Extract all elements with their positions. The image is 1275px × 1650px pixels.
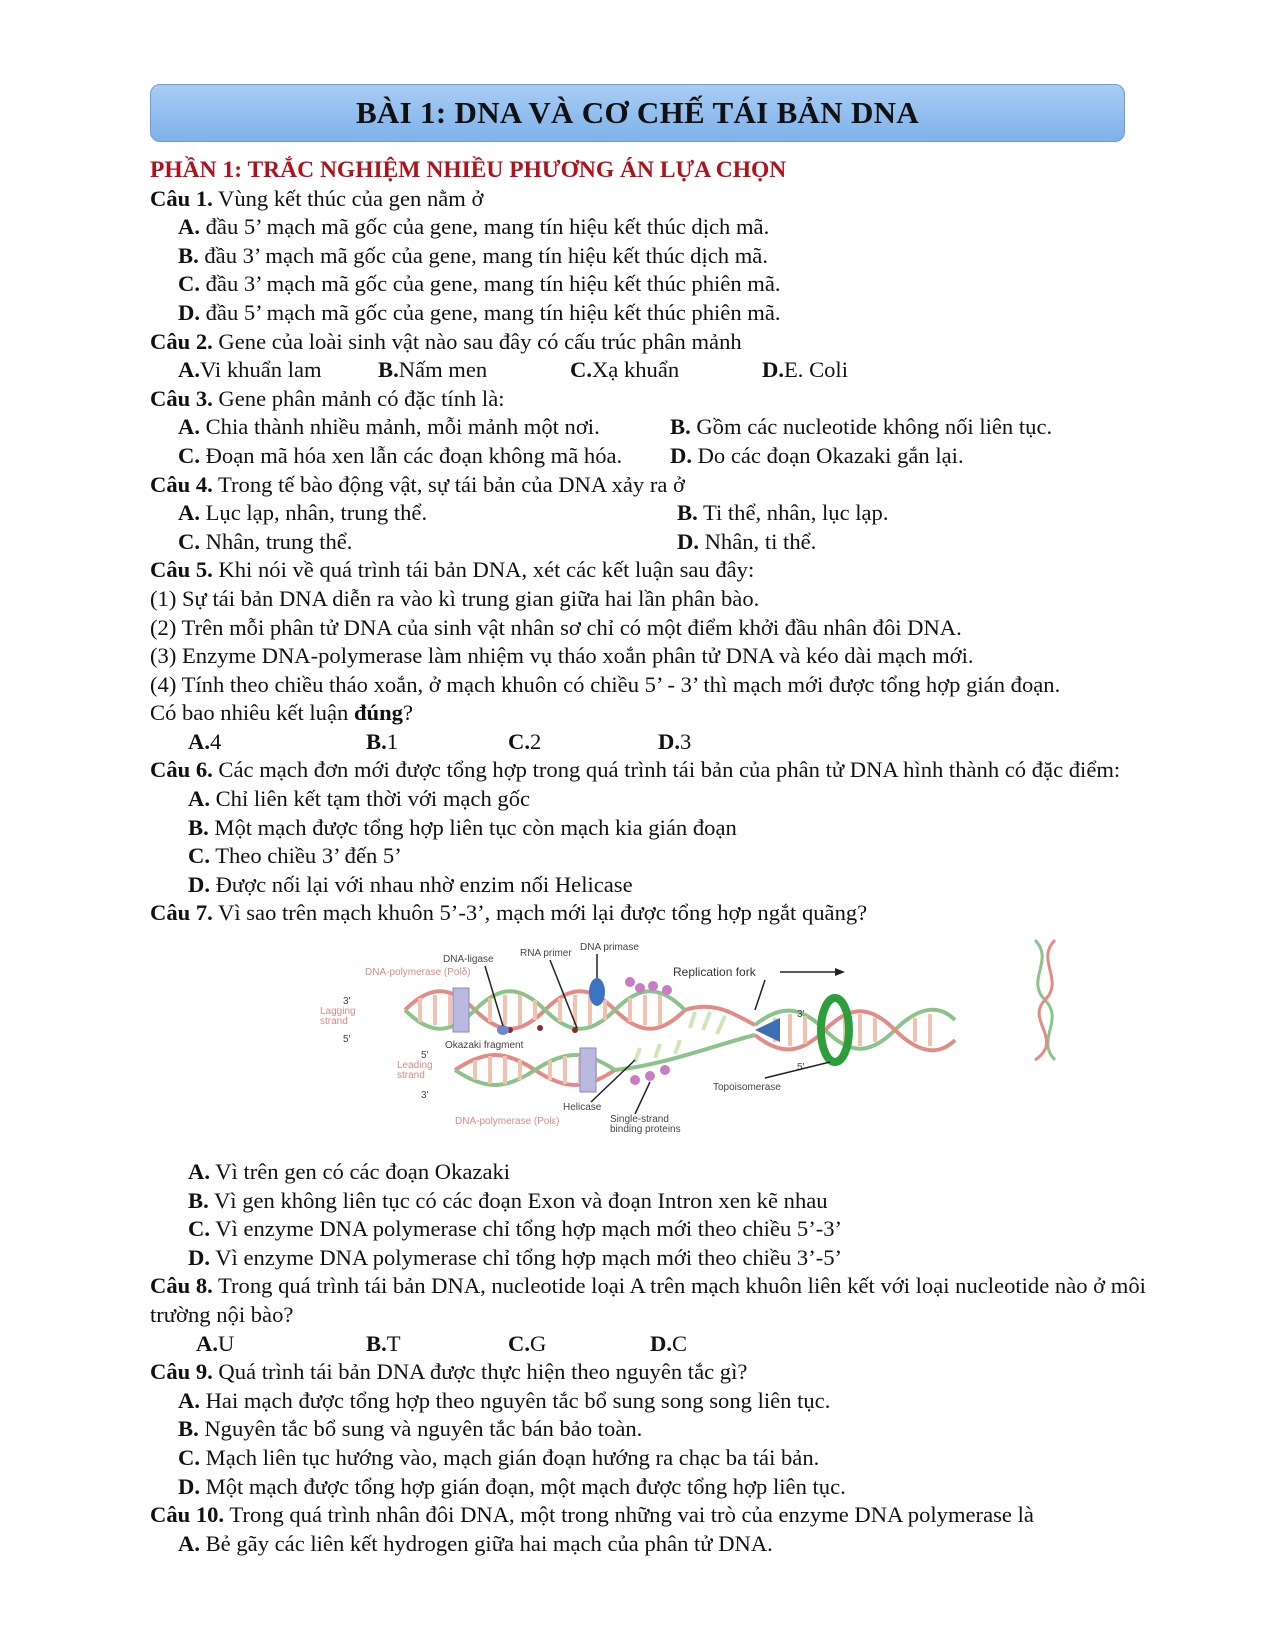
question-label: Câu 7. xyxy=(150,900,213,926)
label-rna-primer: RNA primer xyxy=(520,948,572,960)
option-d: D. Một mạch được tổng hợp gián đoạn, một mạch được tổng hợp liên tục. xyxy=(178,1473,846,1499)
pointer-lines xyxy=(485,954,835,1114)
option-b: B.T xyxy=(366,1330,401,1356)
question-text: Khi nói về quá trình tái bản DNA, xét các kết luận sau đây: xyxy=(212,557,755,583)
statement-3: (3) Enzyme DNA-polymerase làm nhiệm vụ tháo xoắn phân tử DNA và kéo dài mạch mới. xyxy=(150,643,974,669)
label-pol-epsilon: DNA-polymerase (Polε) xyxy=(455,1116,560,1128)
options-row xyxy=(150,442,1170,471)
label-okazaki: Okazaki fragment xyxy=(445,1040,524,1052)
option-a: A. đầu 5’ mạch mã gốc của gene, mang tín hiệu kết thúc dịch mã. xyxy=(178,214,770,240)
label-3-prime-b: 3' xyxy=(421,1090,429,1102)
question-text: Trong quá trình tái bản DNA, nucleotide loại A trên mạch khuôn liên kết với loại nucleotide nào ở môi trường nội bào? xyxy=(150,1273,1146,1327)
label-dna-primase: DNA primase xyxy=(580,942,639,954)
label-ssb-1: Single-strand xyxy=(610,1114,669,1126)
content xyxy=(150,156,1170,1558)
dna-replication-figure xyxy=(150,930,1170,1156)
question-prompt: Có bao nhiêu kết luận đúng? xyxy=(150,700,413,726)
question-2 xyxy=(150,328,1170,357)
option-b: B. Ti thể, nhân, lục lạp. xyxy=(677,500,889,526)
pol-epsilon-shape xyxy=(580,1048,596,1092)
options-row xyxy=(150,528,1170,557)
option-c: C.2 xyxy=(508,728,542,754)
question-label: Câu 5. xyxy=(150,557,213,583)
option-a: A. Lục lạp, nhân, trung thể. xyxy=(178,500,428,526)
parental-helix xyxy=(755,1010,955,1050)
question-5 xyxy=(150,556,1170,585)
question-text: Trong quá trình nhân đôi DNA, một trong những vai trò của enzyme DNA polymerase là xyxy=(224,1502,1034,1528)
label-5-prime-b: 5' xyxy=(421,1050,429,1062)
label-leading-strand: strand xyxy=(397,1070,425,1082)
option-a: A.4 xyxy=(188,728,222,754)
question-6 xyxy=(150,756,1170,785)
question-9 xyxy=(150,1358,1170,1387)
ligase-shape xyxy=(497,1025,509,1035)
option-a: A. Hai mạch được tổng hợp theo nguyên tắc bổ sung song song liên tục. xyxy=(178,1387,831,1413)
question-text: Gene phân mảnh có đặc tính là: xyxy=(212,385,505,411)
option-c: C. Nhân, trung thể. xyxy=(178,528,353,554)
primase-shape xyxy=(589,978,605,1006)
option-c: C.G xyxy=(508,1330,547,1356)
option-a: A. Chỉ liên kết tạm thời với mạch gốc xyxy=(188,786,531,812)
label-lagging: Lagging xyxy=(320,1006,356,1018)
label-5-prime: 5' xyxy=(343,1034,351,1046)
options-row xyxy=(150,413,1170,442)
dna-replication-diagram xyxy=(320,930,1115,1156)
arrowhead xyxy=(835,968,845,976)
option-d: D. đầu 5’ mạch mã gốc của gene, mang tín hiệu kết thúc phiên mã. xyxy=(178,299,781,325)
option-b: B. đầu 3’ mạch mã gốc của gene, mang tín hiệu kết thúc dịch mã. xyxy=(178,242,768,268)
option-c: C. đầu 3’ mạch mã gốc của gene, mang tín hiệu kết thúc phiên mã. xyxy=(178,271,781,297)
label-pol-delta: DNA-polymerase (Polδ) xyxy=(365,967,471,979)
label-dna-ligase: DNA-ligase xyxy=(443,954,494,966)
option-a: A.Vi khuẩn lam xyxy=(178,357,322,383)
option-d: D. Do các đoạn Okazaki gắn lại. xyxy=(670,442,964,468)
option-b: B.1 xyxy=(366,728,399,754)
section-title: PHẦN 1: TRẮC NGHIỆM NHIỀU PHƯƠNG ÁN LỰA CHỌN xyxy=(150,157,787,183)
option-d: D.3 xyxy=(658,728,692,754)
option-b: B. Vì gen không liên tục có các đoạn Exon và đoạn Intron xen kẽ nhau xyxy=(188,1187,828,1213)
option-d: D. Vì enzyme DNA polymerase chỉ tổng hợp mạch mới theo chiều 3’-5’ xyxy=(188,1244,843,1270)
question-label: Câu 6. xyxy=(150,757,213,783)
statement-1: (1) Sự tái bản DNA diễn ra vào kì trung gian giữa hai lần phân bào. xyxy=(150,585,760,611)
option-c: C. Theo chiều 3’ đến 5’ xyxy=(188,843,402,869)
question-4 xyxy=(150,471,1170,500)
question-10 xyxy=(150,1501,1170,1530)
question-label: Câu 1. xyxy=(150,185,213,211)
question-text: Gene của loài sinh vật nào sau đây có cấu trúc phân mảnh xyxy=(212,328,742,354)
label-3-prime-c: 3' xyxy=(797,1009,805,1021)
option-a: A. Vì trên gen có các đoạn Okazaki xyxy=(188,1159,511,1185)
options-row xyxy=(150,499,1170,528)
option-a: A. Chia thành nhiều mảnh, mỗi mảnh một nơi. xyxy=(178,414,600,440)
label-3-prime: 3' xyxy=(343,996,351,1008)
fork-arm-lower xyxy=(615,1035,755,1070)
question-8 xyxy=(150,1272,1170,1329)
option-a: A. Bẻ gãy các liên kết hydrogen giữa hai mạch của phân tử DNA. xyxy=(178,1530,773,1556)
lagging-strand-helix xyxy=(405,991,685,1029)
label-ssb-2: binding proteins xyxy=(610,1124,681,1136)
options-row xyxy=(150,728,1170,757)
option-a: A.U xyxy=(196,1330,235,1356)
option-c: C. Vì enzyme DNA polymerase chỉ tổng hợp mạch mới theo chiều 5’-3’ xyxy=(188,1216,843,1242)
question-text: Vì sao trên mạch khuôn 5’-3’, mạch mới lại được tổng hợp ngắt quãng? xyxy=(212,900,868,926)
option-b: B. Một mạch được tổng hợp liên tục còn mạch kia gián đoạn xyxy=(188,814,737,840)
question-label: Câu 3. xyxy=(150,385,213,411)
small-helix xyxy=(1035,940,1055,1060)
question-label: Câu 4. xyxy=(150,471,213,497)
question-label: Câu 2. xyxy=(150,328,213,354)
label-helicase: Helicase xyxy=(563,1102,602,1114)
page-title: BÀI 1: DNA VÀ CƠ CHẾ TÁI BẢN DNA xyxy=(355,95,920,130)
options-row xyxy=(150,1330,1170,1359)
label-topoisomerase: Topoisomerase xyxy=(713,1082,781,1094)
option-d: D. Nhân, ti thể. xyxy=(677,528,817,554)
option-b: B. Gồm các nucleotide không nối liên tục. xyxy=(670,414,1053,440)
option-c: C. Mạch liên tục hướng vào, mạch gián đoạn hướng ra chạc ba tái bản. xyxy=(178,1444,820,1470)
question-text: Trong tế bào động vật, sự tái bản của DNA xảy ra ở xyxy=(212,471,686,497)
statement-4: (4) Tính theo chiều tháo xoắn, ở mạch khuôn có chiều 5’ - 3’ thì mạch mới được tổng hợp gián đoạn. xyxy=(150,671,1061,697)
option-d: D. Được nối lại với nhau nhờ enzim nối Helicase xyxy=(188,871,633,897)
option-b: B.Nấm men xyxy=(378,357,488,383)
option-c: C. Đoạn mã hóa xen lẫn các đoạn không mã hóa. xyxy=(178,442,623,468)
label-replication-fork: Replication fork xyxy=(673,965,756,980)
options-row xyxy=(150,356,1170,385)
option-d: D.C xyxy=(650,1330,688,1356)
question-1 xyxy=(150,185,1170,214)
label-leading: Leading xyxy=(397,1060,433,1072)
option-b: B. Nguyên tắc bổ sung và nguyên tắc bán bảo toàn. xyxy=(178,1416,643,1442)
title-banner xyxy=(150,84,1125,142)
option-c: C.Xạ khuẩn xyxy=(570,357,680,383)
question-text: Các mạch đơn mới được tổng hợp trong quá trình tái bản của phân tử DNA hình thành có đặc điểm: xyxy=(212,757,1121,783)
fork-bases xyxy=(635,1012,725,1062)
label-5-prime-c: 5' xyxy=(797,1062,805,1074)
question-text: Vùng kết thúc của gen nằm ở xyxy=(212,185,484,211)
question-label: Câu 8. xyxy=(150,1273,213,1299)
question-text: Quá trình tái bản DNA được thực hiện theo nguyên tắc gì? xyxy=(212,1359,748,1385)
label-lagging-strand: strand xyxy=(320,1016,348,1028)
question-7 xyxy=(150,899,1170,928)
pol-delta-shape xyxy=(453,988,469,1032)
question-label: Câu 9. xyxy=(150,1359,213,1385)
statement-2: (2) Trên mỗi phân tử DNA của sinh vật nhân sơ chỉ có một điểm khởi đầu nhân đôi DNA. xyxy=(150,614,962,640)
option-d: D.E. Coli xyxy=(762,357,848,383)
question-label: Câu 10. xyxy=(150,1502,225,1528)
question-3 xyxy=(150,385,1170,414)
